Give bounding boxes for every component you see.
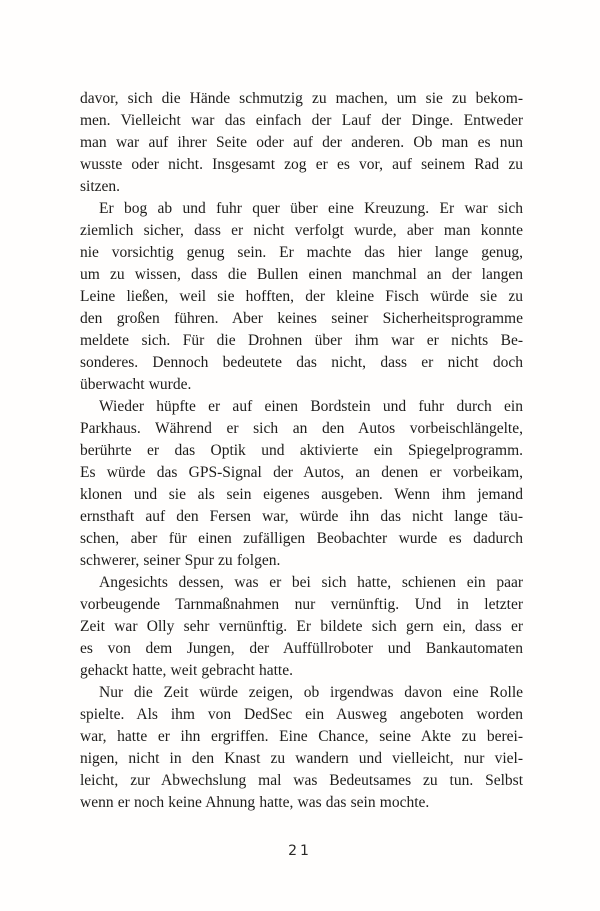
text-line: Zeit war Olly sehr vernünftig. Er bildete sich gern ein, dass er bbox=[80, 618, 523, 635]
text-line: ernsthaft auf den Fersen war, würde ihn das nicht lange täu- bbox=[80, 508, 523, 525]
text-line: wenn er noch keine Ahnung hatte, was das sein mochte. bbox=[80, 794, 430, 811]
page-number: 21 bbox=[288, 843, 312, 859]
text-line: davor, sich die Hände schmutzig zu machen, um sie zu bekom- bbox=[80, 90, 523, 107]
page-text bbox=[80, 88, 523, 814]
text-line: sonderes. Dennoch bedeutete das nicht, dass er nicht doch bbox=[80, 354, 523, 371]
text-line: Nur die Zeit würde zeigen, ob irgendwas davon eine Rolle bbox=[99, 684, 523, 701]
text-line: es von dem Jungen, der Auffüllroboter und Bankautomaten bbox=[80, 640, 523, 657]
text-line: war, hatte er ihn ergriffen. Eine Chance, seine Akte zu berei- bbox=[80, 728, 523, 745]
text-line: Er bog ab und fuhr quer über eine Kreuzung. Er war sich bbox=[99, 200, 523, 217]
text-line: schwerer, seiner Spur zu folgen. bbox=[80, 552, 281, 569]
text-line: man war auf ihrer Seite oder auf der anderen. Ob man es nun bbox=[80, 134, 523, 151]
text-line: ziemlich sicher, dass er nicht verfolgt wurde, aber man konnte bbox=[80, 222, 523, 239]
text-line: um zu wissen, dass die Bullen einen manchmal an der langen bbox=[80, 266, 523, 283]
text-line: leicht, zur Abwechslung mal was Bedeutsames zu tun. Selbst bbox=[80, 772, 523, 789]
text-line: vorbeugende Tarnmaßnahmen nur vernünftig. Und in letzter bbox=[80, 596, 523, 613]
paragraph bbox=[80, 682, 523, 814]
text-line: meldete sich. Für die Drohnen über ihm war er nichts Be- bbox=[80, 332, 523, 349]
text-line: nie vorsichtig genug sein. Er machte das hier lange genug, bbox=[80, 244, 523, 261]
text-line: Wieder hüpfte er auf einen Bordstein und fuhr durch ein bbox=[99, 398, 523, 415]
text-line: gehackt hatte, weit gebracht hatte. bbox=[80, 662, 293, 679]
paragraph bbox=[80, 572, 523, 682]
text-line: sitzen. bbox=[80, 178, 121, 195]
text-line: wusste oder nicht. Insgesamt zog er es vor, auf seinem Rad zu bbox=[80, 156, 523, 173]
text-line: Leine ließen, weil sie hofften, der kleine Fisch würde sie zu bbox=[80, 288, 523, 305]
text-line: Angesichts dessen, was er bei sich hatte, schienen ein paar bbox=[99, 574, 523, 591]
text-line: spielte. Als ihm von DedSec ein Ausweg angeboten worden bbox=[80, 706, 523, 723]
text-line: Parkhaus. Während er sich an den Autos vorbeischlängelte, bbox=[80, 420, 523, 437]
paragraph bbox=[80, 198, 523, 396]
paragraph bbox=[80, 396, 523, 572]
paragraph bbox=[80, 88, 523, 198]
text-line: den großen führen. Aber keines seiner Sicherheitsprogramme bbox=[80, 310, 523, 327]
text-line: men. Vielleicht war das einfach der Lauf der Dinge. Entweder bbox=[80, 112, 523, 129]
text-line: Es würde das GPS-Signal der Autos, an denen er vorbeikam, bbox=[80, 464, 523, 481]
text-line: schen, aber für einen zufälligen Beobachter wurde es dadurch bbox=[80, 530, 523, 547]
text-line: klonen und sie als sein eigenes ausgeben. Wenn ihm jemand bbox=[80, 486, 523, 503]
text-line: überwacht wurde. bbox=[80, 376, 192, 393]
text-line: berührte er das Optik und aktivierte ein Spiegelprogramm. bbox=[80, 442, 523, 459]
text-line: nigen, nicht in den Knast zu wandern und vielleicht, nur viel- bbox=[80, 750, 523, 767]
